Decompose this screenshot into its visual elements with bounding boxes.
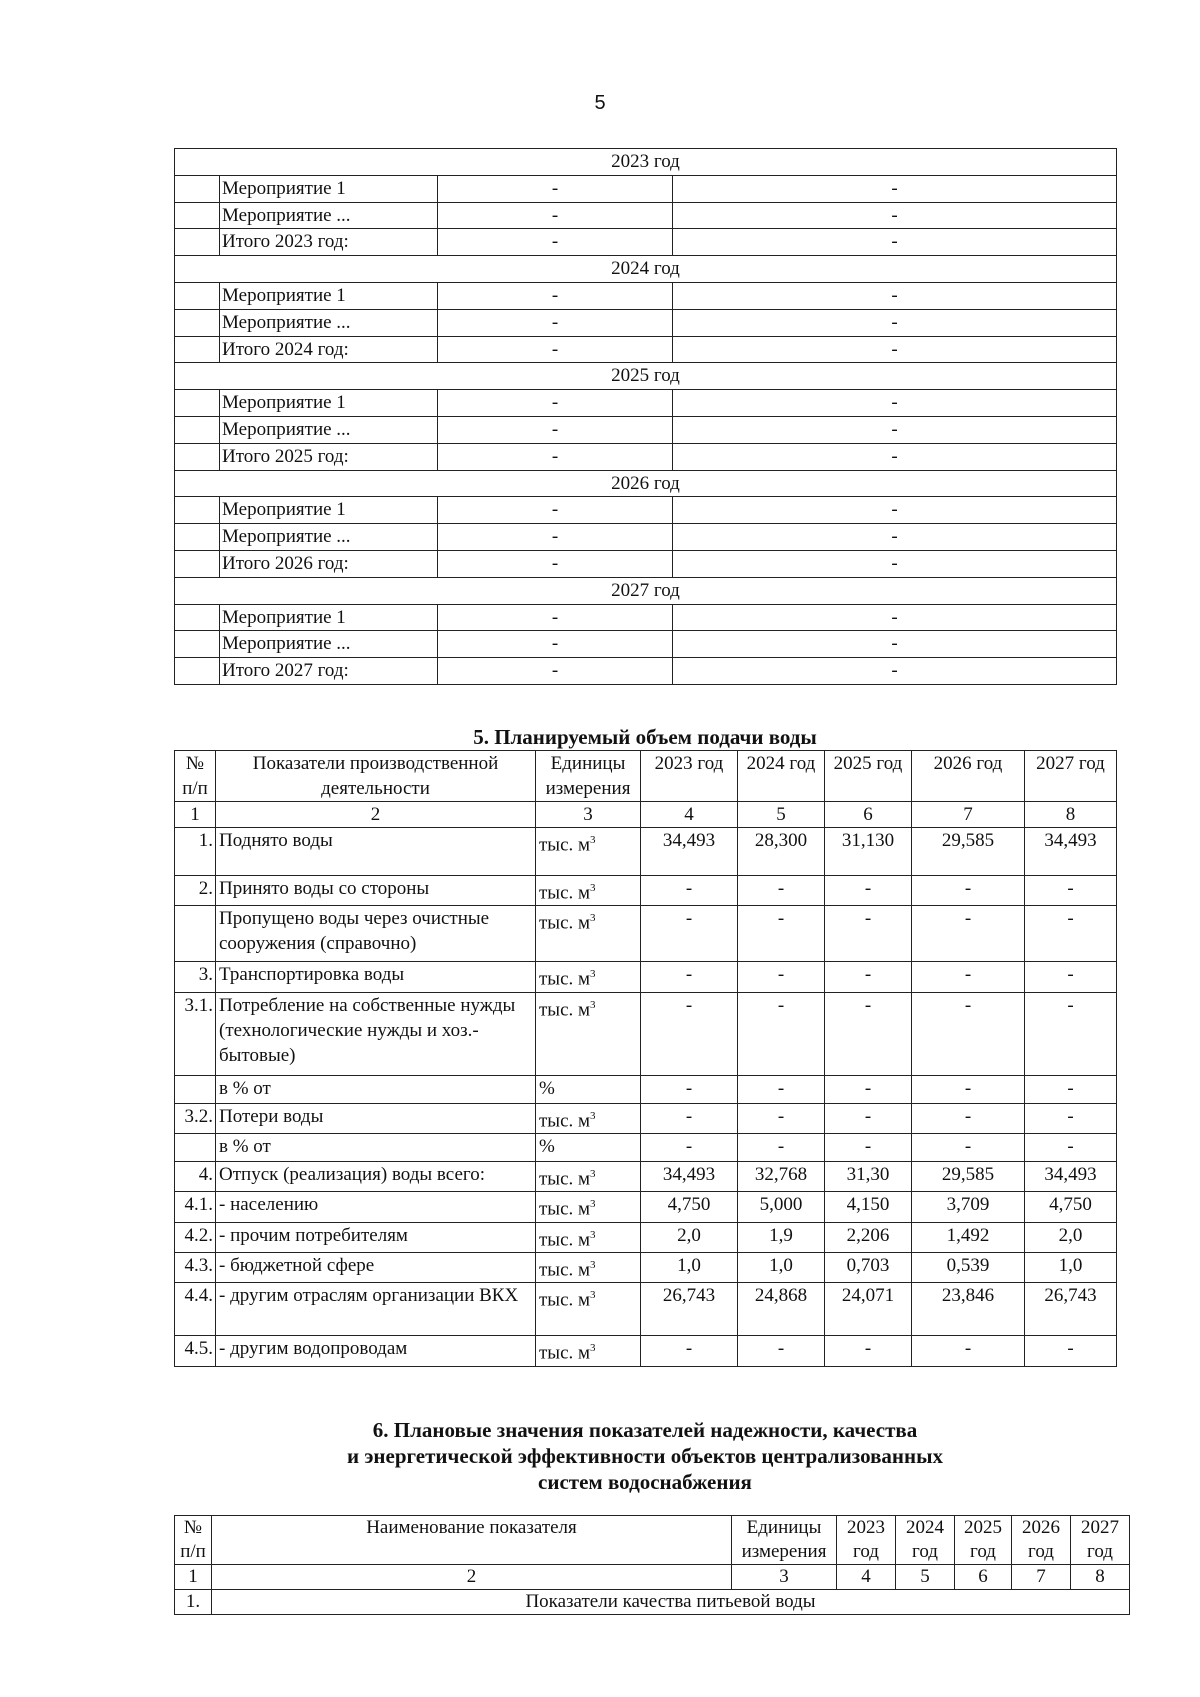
col-number: 6 (825, 802, 912, 828)
table-row (175, 658, 1117, 685)
col-number: 1 (175, 802, 216, 828)
table-row (175, 497, 1117, 524)
event-name: Мероприятие 1 (220, 175, 438, 202)
event-name: Мероприятие ... (220, 202, 438, 229)
unit-exponent: 3 (590, 1198, 596, 1211)
unit-base: тыс. м (539, 968, 591, 990)
table-row (175, 1336, 1117, 1366)
section5-title: 5. Планируемый объем подачи воды (473, 725, 817, 749)
row-num: 1. (175, 828, 216, 876)
event-value-a: - (438, 309, 673, 336)
row-num (175, 906, 216, 962)
row-name: Принято воды со стороны (216, 876, 536, 906)
row-value: - (641, 906, 738, 962)
row-unit (536, 1192, 641, 1222)
row-unit (536, 1222, 641, 1252)
row-unit (536, 1336, 641, 1366)
row-name: Отпуск (реализация) воды всего: (216, 1161, 536, 1191)
unit-exponent: 3 (590, 1228, 596, 1241)
unit-exponent: 3 (590, 1258, 596, 1271)
table-row (175, 1283, 1117, 1336)
indicators-table (174, 1515, 1130, 1615)
event-value-a: - (438, 524, 673, 551)
row-value: - (825, 876, 912, 906)
row-num: 4.4. (175, 1283, 216, 1336)
row-value: - (738, 1075, 825, 1103)
unit-exponent: 3 (590, 1167, 596, 1180)
row-value: 24,071 (825, 1283, 912, 1336)
table-row (175, 1252, 1117, 1282)
table-row (175, 1222, 1117, 1252)
event-value-b: - (673, 497, 1117, 524)
year-label: 2025 год (175, 363, 1117, 390)
row-num: 4.2. (175, 1222, 216, 1252)
row-value: 4,750 (1025, 1192, 1117, 1222)
event-name: Мероприятие 1 (220, 282, 438, 309)
col-number: 1 (175, 1565, 212, 1590)
row-unit (536, 1283, 641, 1336)
event-value-a: - (438, 497, 673, 524)
row-num: 3.2. (175, 1103, 216, 1133)
row-value: 3,709 (912, 1192, 1025, 1222)
event-value-b: - (673, 524, 1117, 551)
table-row (175, 524, 1117, 551)
row-value: - (912, 906, 1025, 962)
col-number: 3 (732, 1565, 837, 1590)
row-unit: % (536, 1133, 641, 1161)
table-row (175, 229, 1117, 256)
row-value: - (1025, 1103, 1117, 1133)
row-value: - (641, 1336, 738, 1366)
event-name: Мероприятие ... (220, 631, 438, 658)
row-value: - (912, 962, 1025, 992)
event-name: Мероприятие ... (220, 416, 438, 443)
row-value: 26,743 (641, 1283, 738, 1336)
empty-cell (175, 229, 220, 256)
event-value-b: - (673, 443, 1117, 470)
row-value: - (641, 1133, 738, 1161)
unit-exponent: 3 (590, 998, 596, 1011)
event-value-a: - (438, 604, 673, 631)
row-value: 31,130 (825, 828, 912, 876)
table-row (175, 336, 1117, 363)
table-row (175, 906, 1117, 962)
row-value: 1,492 (912, 1222, 1025, 1252)
empty-cell (175, 658, 220, 685)
header-name: Наименование показателя (212, 1516, 732, 1565)
event-name: Мероприятие 1 (220, 497, 438, 524)
row-value: 24,868 (738, 1283, 825, 1336)
col-number: 3 (536, 802, 641, 828)
year-label: 2026 год (175, 470, 1117, 497)
col-number: 4 (641, 802, 738, 828)
event-value-b: - (673, 390, 1117, 417)
col-number: 5 (738, 802, 825, 828)
unit-exponent: 3 (590, 1109, 596, 1122)
event-name: Мероприятие ... (220, 309, 438, 336)
empty-cell (175, 550, 220, 577)
row-num: 3.1. (175, 992, 216, 1075)
empty-cell (175, 497, 220, 524)
row-num (175, 1075, 216, 1103)
event-value-b: - (673, 282, 1117, 309)
row-num: 2. (175, 876, 216, 906)
event-value-a: - (438, 658, 673, 685)
empty-cell (175, 175, 220, 202)
event-value-a: - (438, 390, 673, 417)
unit-exponent: 3 (590, 834, 596, 846)
row-value: - (1025, 1336, 1117, 1366)
empty-cell (175, 282, 220, 309)
table-row (175, 1192, 1117, 1222)
row-value: - (912, 876, 1025, 906)
header-row (175, 1516, 1130, 1565)
row-name: в % от (216, 1133, 536, 1161)
row-value: 34,493 (641, 828, 738, 876)
row-name: в % от (216, 1075, 536, 1103)
events-table (174, 148, 1117, 685)
row-value: 1,0 (641, 1252, 738, 1282)
row-value: - (825, 1075, 912, 1103)
table-row (175, 962, 1117, 992)
header-num: № п/п (175, 751, 216, 802)
row-value: - (738, 876, 825, 906)
row-value: - (738, 906, 825, 962)
event-value-b: - (673, 336, 1117, 363)
row-value: - (641, 1103, 738, 1133)
event-name: Итого 2027 год: (220, 658, 438, 685)
row-name: - прочим потребителям (216, 1222, 536, 1252)
row-value: - (641, 962, 738, 992)
header-2027: 2027 год (1071, 1516, 1130, 1565)
event-value-a: - (438, 631, 673, 658)
table-row (175, 416, 1117, 443)
event-value-a: - (438, 282, 673, 309)
event-name: Итого 2024 год: (220, 336, 438, 363)
col-number: 8 (1071, 1565, 1130, 1590)
table-row (175, 390, 1117, 417)
event-value-b: - (673, 550, 1117, 577)
unit-base: тыс. м (539, 1198, 591, 1220)
row-value: 34,493 (641, 1161, 738, 1191)
unit-base: тыс. м (539, 998, 591, 1020)
table-row (175, 1075, 1117, 1103)
empty-cell (175, 202, 220, 229)
year-label: 2027 год (175, 577, 1117, 604)
event-value-b: - (673, 416, 1117, 443)
row-value: - (1025, 1075, 1117, 1103)
row-value: 2,206 (825, 1222, 912, 1252)
row-value: 4,750 (641, 1192, 738, 1222)
header-2024: 2024 год (738, 751, 825, 802)
col-number: 4 (837, 1565, 896, 1590)
row-value: - (825, 962, 912, 992)
row-value: 0,703 (825, 1252, 912, 1282)
row-value: 4,150 (825, 1192, 912, 1222)
row-value: 23,846 (912, 1283, 1025, 1336)
year-label: 2023 год (175, 149, 1117, 176)
row-value: 2,0 (1025, 1222, 1117, 1252)
water-supply-table (174, 750, 1117, 1367)
row-value: - (1025, 876, 1117, 906)
row-value: 0,539 (912, 1252, 1025, 1282)
empty-cell (175, 443, 220, 470)
row-name: - населению (216, 1192, 536, 1222)
col-number: 8 (1025, 802, 1117, 828)
row-unit (536, 962, 641, 992)
column-number-row (175, 1565, 1130, 1590)
row-value: - (738, 1336, 825, 1366)
row-unit (536, 992, 641, 1075)
row-value: - (1025, 992, 1117, 1075)
header-2024: 2024 год (896, 1516, 955, 1565)
row-num: 4.1. (175, 1192, 216, 1222)
unit-exponent: 3 (590, 1342, 596, 1355)
row-value: - (738, 992, 825, 1075)
col-number: 7 (912, 802, 1025, 828)
col-number: 6 (955, 1565, 1012, 1590)
row-value: - (738, 1103, 825, 1133)
table-row (175, 550, 1117, 577)
row-name: Поднято воды (216, 828, 536, 876)
row-value: 29,585 (912, 828, 1025, 876)
section-label: Показатели качества питьевой воды (212, 1590, 1130, 1615)
row-value: - (641, 876, 738, 906)
event-value-b: - (673, 658, 1117, 685)
unit-base: тыс. м (539, 1259, 591, 1281)
row-num: 1. (175, 1590, 212, 1615)
row-value: - (825, 992, 912, 1075)
event-value-b: - (673, 604, 1117, 631)
event-name: Итого 2026 год: (220, 550, 438, 577)
row-value: - (912, 1133, 1025, 1161)
event-value-a: - (438, 443, 673, 470)
table-row (175, 1590, 1130, 1615)
row-name: Транспортировка воды (216, 962, 536, 992)
unit-base: тыс. м (539, 834, 591, 856)
row-unit (536, 828, 641, 876)
empty-cell (175, 604, 220, 631)
row-num: 4.3. (175, 1252, 216, 1282)
row-value: 1,9 (738, 1222, 825, 1252)
table-row (175, 1103, 1117, 1133)
row-value: - (912, 1075, 1025, 1103)
col-number: 7 (1012, 1565, 1071, 1590)
unit-base: тыс. м (539, 882, 591, 904)
row-value: - (1025, 906, 1117, 962)
unit-base: тыс. м (539, 1342, 591, 1364)
row-unit (536, 1161, 641, 1191)
header-2026: 2026 год (912, 751, 1025, 802)
table-row (175, 202, 1117, 229)
unit-exponent: 3 (590, 968, 596, 981)
header-indicator: Показатели производственной деятельности (216, 751, 536, 802)
row-num: 4. (175, 1161, 216, 1191)
row-value: 5,000 (738, 1192, 825, 1222)
row-name: Пропущено воды через очистные сооружения (справочно) (216, 906, 536, 962)
table-row (175, 443, 1117, 470)
row-num (175, 1133, 216, 1161)
table-row (175, 282, 1117, 309)
year-header-row (175, 577, 1117, 604)
event-value-a: - (438, 416, 673, 443)
row-value: 29,585 (912, 1161, 1025, 1191)
year-header-row (175, 149, 1117, 176)
row-name: - бюджетной сфере (216, 1252, 536, 1282)
unit-exponent: 3 (590, 882, 596, 894)
col-number: 5 (896, 1565, 955, 1590)
event-value-b: - (673, 631, 1117, 658)
row-value: 32,768 (738, 1161, 825, 1191)
unit-exponent: 3 (590, 912, 596, 925)
row-value: - (1025, 962, 1117, 992)
row-value: - (912, 1336, 1025, 1366)
row-value: 1,0 (1025, 1252, 1117, 1282)
header-2025: 2025 год (825, 751, 912, 802)
header-2027: 2027 год (1025, 751, 1117, 802)
row-value: 34,493 (1025, 828, 1117, 876)
table-row (175, 175, 1117, 202)
event-name: Мероприятие 1 (220, 390, 438, 417)
row-value: 31,30 (825, 1161, 912, 1191)
row-value: - (912, 1103, 1025, 1133)
header-2026: 2026 год (1012, 1516, 1071, 1565)
header-2023: 2023 год (641, 751, 738, 802)
event-value-a: - (438, 229, 673, 256)
column-number-row (175, 802, 1117, 828)
col-number: 2 (212, 1565, 732, 1590)
row-unit (536, 906, 641, 962)
table-row (175, 1161, 1117, 1191)
row-unit (536, 1252, 641, 1282)
empty-cell (175, 524, 220, 551)
empty-cell (175, 336, 220, 363)
row-value: - (825, 1336, 912, 1366)
col-number: 2 (216, 802, 536, 828)
year-header-row (175, 256, 1117, 283)
row-unit (536, 1103, 641, 1133)
row-value: 1,0 (738, 1252, 825, 1282)
row-value: - (825, 1103, 912, 1133)
year-header-row (175, 470, 1117, 497)
unit-base: тыс. м (539, 1228, 591, 1250)
row-name: - другим водопроводам (216, 1336, 536, 1366)
event-value-a: - (438, 336, 673, 363)
event-value-a: - (438, 202, 673, 229)
event-value-b: - (673, 309, 1117, 336)
row-unit (536, 876, 641, 906)
row-value: - (825, 1133, 912, 1161)
table-row (175, 992, 1117, 1075)
event-name: Итого 2025 год: (220, 443, 438, 470)
table-row (175, 876, 1117, 906)
unit-base: тыс. м (539, 1168, 591, 1190)
empty-cell (175, 309, 220, 336)
row-num: 3. (175, 962, 216, 992)
row-value: - (641, 1075, 738, 1103)
unit-base: тыс. м (539, 912, 591, 934)
header-unit: Единицы измерения (536, 751, 641, 802)
unit-base: тыс. м (539, 1109, 591, 1131)
header-unit: Единицы измерения (732, 1516, 837, 1565)
section6-title: 6. Плановые значения показателей надежности, качества и энергетической эффективности объектов централизованных систем водоснабжения (346, 1418, 944, 1494)
unit-base: тыс. м (539, 1289, 591, 1311)
table-row (175, 1133, 1117, 1161)
event-value-b: - (673, 175, 1117, 202)
header-num: № п/п (175, 1516, 212, 1565)
row-value: - (641, 992, 738, 1075)
event-name: Итого 2023 год: (220, 229, 438, 256)
event-value-a: - (438, 550, 673, 577)
event-value-a: - (438, 175, 673, 202)
row-num: 4.5. (175, 1336, 216, 1366)
table-row (175, 828, 1117, 876)
row-unit: % (536, 1075, 641, 1103)
empty-cell (175, 390, 220, 417)
row-value: - (912, 992, 1025, 1075)
event-name: Мероприятие 1 (220, 604, 438, 631)
table-row (175, 631, 1117, 658)
event-value-b: - (673, 202, 1117, 229)
table-row (175, 309, 1117, 336)
year-header-row (175, 363, 1117, 390)
year-label: 2024 год (175, 256, 1117, 283)
row-value: 26,743 (1025, 1283, 1117, 1336)
row-value: 2,0 (641, 1222, 738, 1252)
row-value: - (825, 906, 912, 962)
unit-exponent: 3 (590, 1289, 596, 1302)
empty-cell (175, 631, 220, 658)
row-name: Потребление на собственные нужды (технологические нужды и хоз.-бытовые) (216, 992, 536, 1075)
event-name: Мероприятие ... (220, 524, 438, 551)
row-value: - (738, 962, 825, 992)
row-name: Потери воды (216, 1103, 536, 1133)
empty-cell (175, 416, 220, 443)
header-2023: 2023 год (837, 1516, 896, 1565)
row-value: 28,300 (738, 828, 825, 876)
page-number: 5 (594, 92, 606, 114)
row-name: - другим отраслям организации ВКХ (216, 1283, 536, 1336)
event-value-b: - (673, 229, 1117, 256)
header-row (175, 751, 1117, 802)
row-value: - (738, 1133, 825, 1161)
table-row (175, 604, 1117, 631)
header-2025: 2025 год (955, 1516, 1012, 1565)
row-value: - (1025, 1133, 1117, 1161)
row-value: 34,493 (1025, 1161, 1117, 1191)
